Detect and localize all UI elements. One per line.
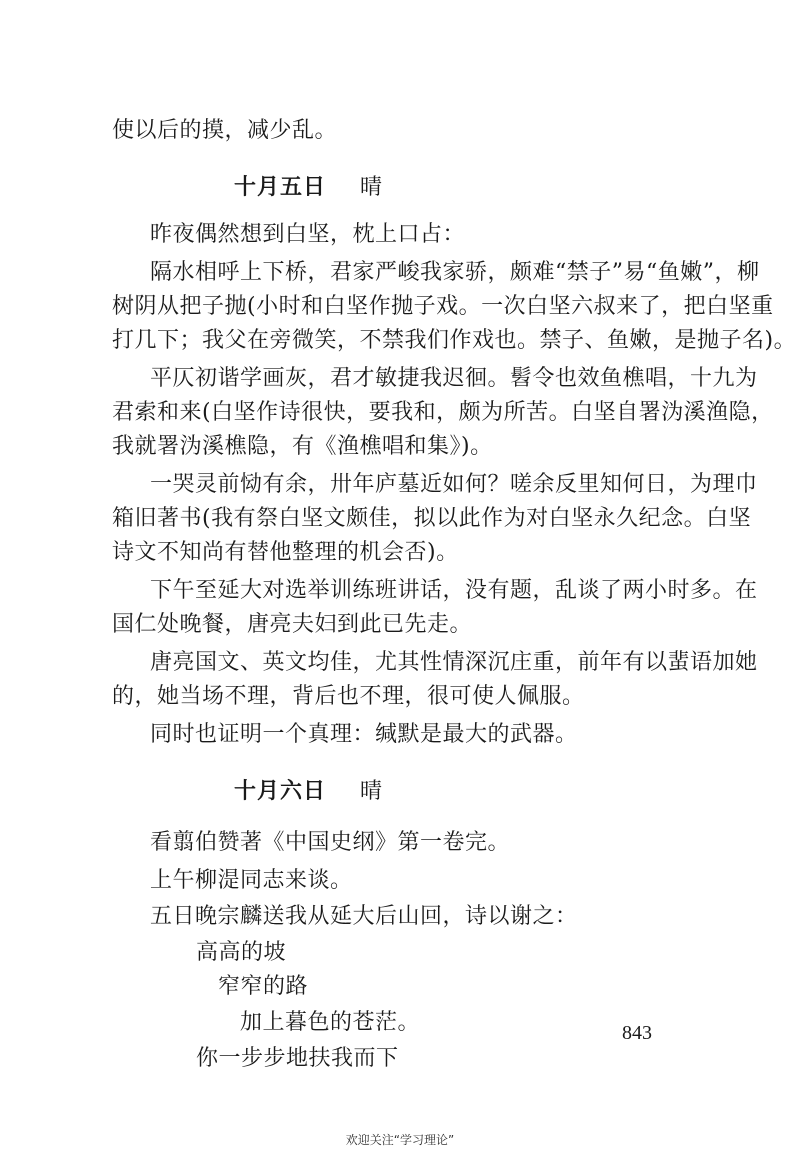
text-line: 君索和来(白坚作诗很快，要我和，颇为所苦。白坚自署沩溪渔隐， xyxy=(112,400,774,425)
text-line: 五日晚宗麟送我从延大后山回，诗以谢之： xyxy=(150,904,578,929)
text-line: 我就署沩溪樵隐，有《渔樵唱和集》)。 xyxy=(112,434,493,459)
diary-date-heading xyxy=(234,172,383,203)
page-number: 843 xyxy=(622,1022,652,1044)
text-line: 树阴从把子抛(小时和白坚作抛子戏。一次白坚六叔来了，把白坚重 xyxy=(112,294,774,319)
text-line: 昨夜偶然想到白坚，枕上口占： xyxy=(150,222,466,247)
poem-line: 加上暮色的苍茫。 xyxy=(240,1010,421,1035)
text-line: 上午柳湜同志来谈。 xyxy=(150,868,353,893)
text-line: 下午至延大对选举训练班讲话，没有题，乱谈了两小时多。在 xyxy=(150,578,758,603)
text-line: 箱旧著书(我有祭白坚文颇佳，拟以此作为对白坚永久纪念。白坚 xyxy=(112,506,752,531)
text-line: 隔水相呼上下桥，君家严峻我家骄，颇难“禁子”易“鱼嫩”，柳 xyxy=(150,260,760,285)
poem-line: 窄窄的路 xyxy=(218,974,309,999)
text-line: 诗文不知尚有替他整理的机会否)。 xyxy=(112,540,459,565)
text-line: 平仄初谐学画灰，君才敏捷我迟徊。髫令也效鱼樵唱，十九为 xyxy=(150,366,758,391)
footer-note: 欢迎关注“学习理论” xyxy=(345,1133,455,1147)
poem-line: 高高的坡 xyxy=(196,940,287,965)
heading-date: 十月六日 xyxy=(234,778,327,804)
text-line: 打几下；我父在旁微笑，不禁我们作戏也。禁子、鱼嫩，是抛子名)。 xyxy=(112,328,797,353)
heading-weather: 晴 xyxy=(360,779,384,804)
heading-date: 十月五日 xyxy=(234,174,327,200)
heading-weather: 晴 xyxy=(360,175,384,200)
text-line: 一哭灵前恸有余，卅年庐墓近如何？嗟余反里知何日，为理巾 xyxy=(150,472,758,497)
diary-date-heading xyxy=(234,776,383,807)
text-line: 看翦伯赞著《中国史纲》第一卷完。 xyxy=(150,830,511,855)
text-line: 使以后的摸，减少乱。 xyxy=(112,118,338,143)
text-line: 的，她当场不理，背后也不理，很可使人佩服。 xyxy=(112,684,585,709)
text-line: 同时也证明一个真理：缄默是最大的武器。 xyxy=(150,722,578,747)
poem-line: 你一步步地扶我而下 xyxy=(196,1046,399,1071)
text-line: 唐亮国文、英文均佳，尤其性情深沉庄重，前年有以蜚语加她 xyxy=(150,650,758,675)
text-line: 国仁处晚餐，唐亮夫妇到此已先走。 xyxy=(112,612,473,637)
